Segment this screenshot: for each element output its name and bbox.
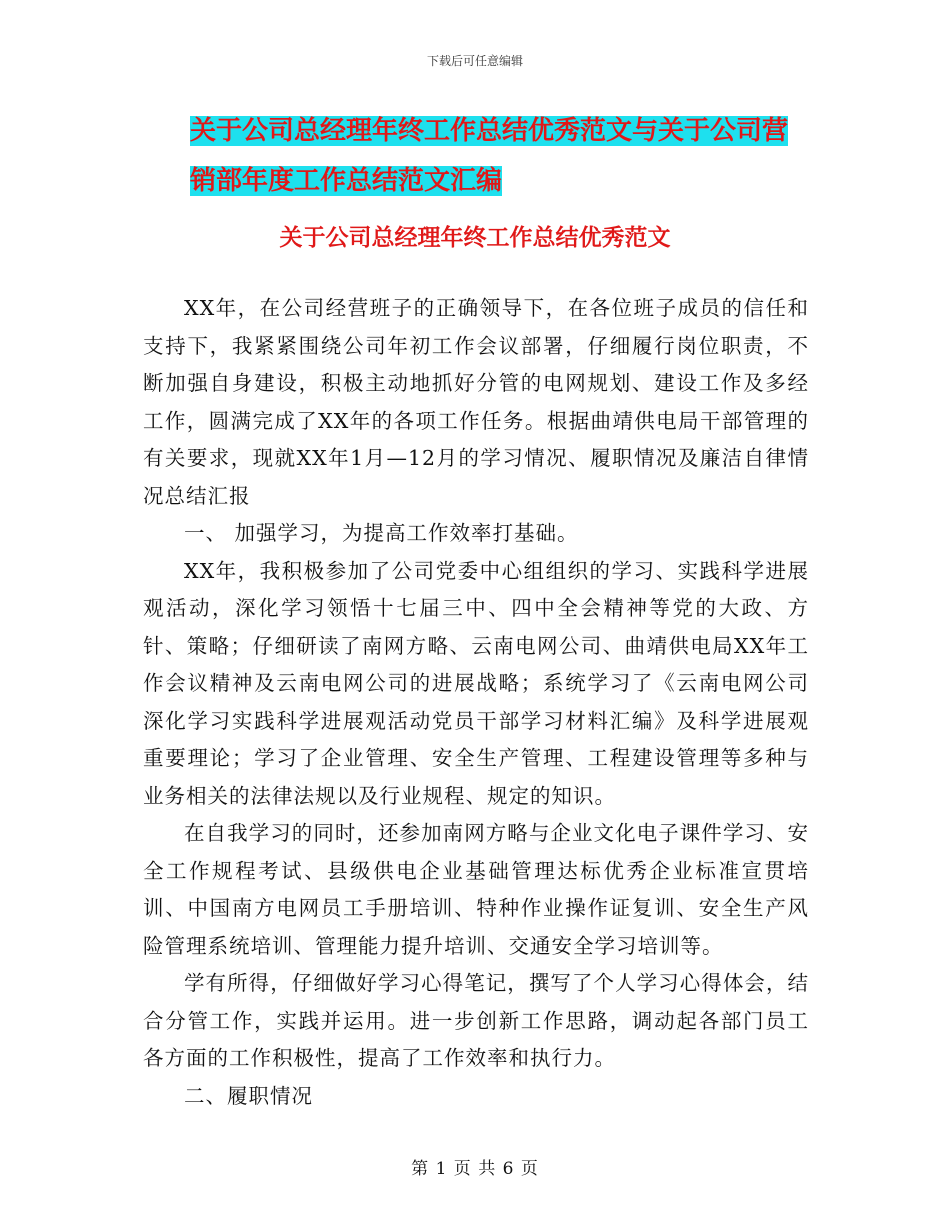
paragraph: XX年，我积极参加了公司党委中心组组织的学习、实践科学进展观活动，深化学习领悟十七届三中、四中全会精神等党的大政、方针、策略；仔细研读了南网方略、云南电网公司、曲靖供电局XX年工作会议精神及云南电网公司的进展战略；系统学习了《云南电网公司深化学习实践科学进展观活动党员干部学习材料汇编》及科学进展观重要理论；学习了企业管理、安全生产管理、工程建设管理等多种与业务相关的法律法规以及行业规程、规定的知识。 [143,558,809,808]
paragraph: 在自我学习的同时，还参加南网方略与企业文化电子课件学习、安全工作规程考试、县级供电企业基础管理达标优秀企业标准宣贯培训、中国南方电网员工手册培训、特种作业操作证复训、安全生产风险管理系统培训、管理能力提升培训、交通安全学习培训等。 [143,821,809,958]
page-number-footer: 第 1 页 共 6 页 [411,1159,539,1179]
header-note: 下载后可任意编辑 [426,54,523,68]
section-title: 关于公司总经理年终工作总结优秀范文 [279,225,671,251]
paragraph: 一、 加强学习，为提高工作效率打基础。 [184,521,579,545]
title-line-1: 关于公司总经理年终工作总结优秀范文与关于公司营 [190,116,789,146]
paragraph: 二、履职情况 [184,1083,313,1108]
paragraph: 学有所得，仔细做好学习心得笔记，撰写了个人学习心得体会，结合分管工作，实践并运用。进一步创新工作思路，调动起各部门员工各方面的工作积极性，提高了工作效率和执行力。 [143,971,809,1070]
paragraph: XX年，在公司经营班子的正确领导下，在各位班子成员的信任和支持下，我紧紧围绕公司年初工作会议部署，仔细履行岗位职责，不断加强自身建设，积极主动地抓好分管的电网规划、建设工作及多经工作，圆满完成了XX年的各项工作任务。根据曲靖供电局干部管理的有关要求，现就XX年1月—12月的学习情况、履职情况及廉洁自律情况总结汇报 [143,296,809,508]
document-body [143,290,809,1115]
title-line-2: 销部年度工作总结范文汇编 [190,166,503,196]
document-title [190,106,830,206]
